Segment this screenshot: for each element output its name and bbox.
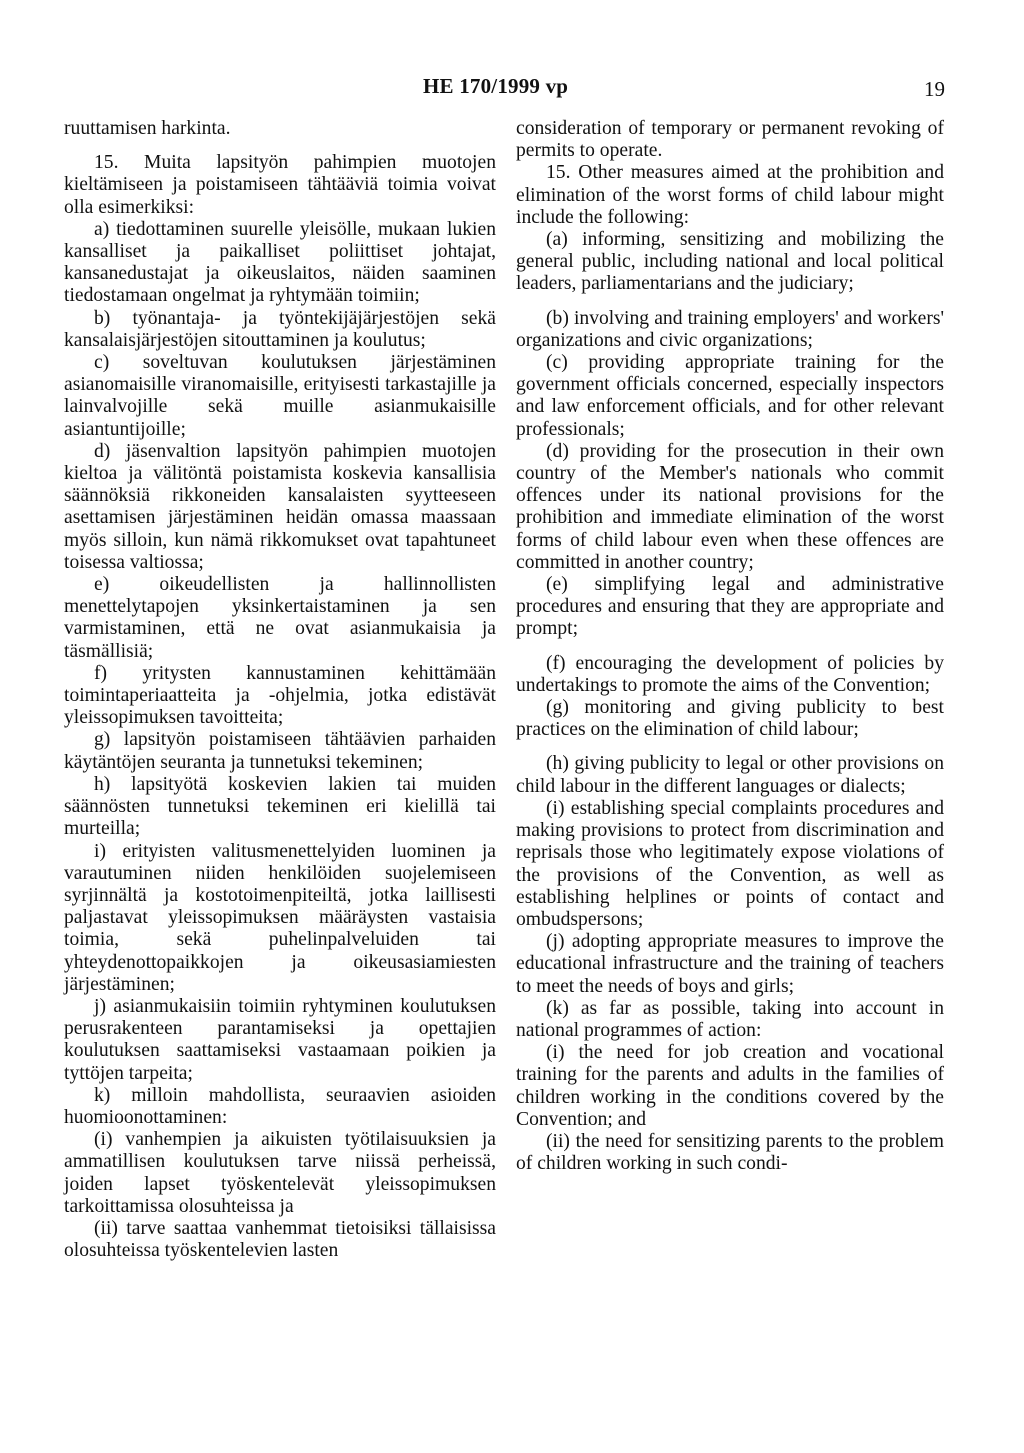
document-id: HE 170/1999 vp bbox=[423, 74, 569, 98]
paragraph: (f) encouraging the development of policies by undertakings to promote the aims of the Convention; bbox=[516, 652, 944, 696]
paragraph: (k) as far as possible, taking into account in national programmes of action: bbox=[516, 997, 944, 1041]
paragraph: ruuttamisen harkinta. bbox=[64, 118, 231, 139]
paragraph: d) jäsenvaltion lapsityön pahimpien muotojen kieltoa ja välitöntä poistamista koskevia kansallisia säännöksiä rikkoneiden kansalaisten syytteeseen asettamisen järjestäminen heidän omassa maassaan myös silloin, kun nämä rikkomukset ovat tapahtuneet toisessa valtiossa; bbox=[64, 440, 496, 573]
paragraph: 15. Other measures aimed at the prohibition and elimination of the worst forms of child labour might include the following: bbox=[516, 162, 944, 228]
paragraph: (b) involving and training employers' and workers' organizations and civic organizations; bbox=[516, 307, 944, 351]
finnish-column bbox=[64, 118, 496, 1262]
paragraph: (ii) the need for sensitizing parents to the problem of children working in such condi- bbox=[516, 1130, 944, 1175]
paragraph: (i) vanhempien ja aikuisten työtilaisuuksien ja ammatillisen koulutuksen tarve niissä perheissä, joiden lapset työskentelevät yleissopimuksen tarkoittamissa olosuhteissa ja bbox=[64, 1129, 496, 1217]
page-header bbox=[0, 74, 1024, 104]
paragraph: h) lapsityötä koskevien lakien tai muiden säännösten tunnetuksi tekeminen eri kielillä tai murteilla; bbox=[64, 773, 496, 840]
paragraph: c) soveltuvan koulutuksen järjestäminen asianomaisille viranomaisille, erityisesti tarkastajille ja lainvalvojille sekä muille asianmukaisille asiantuntijoille; bbox=[64, 352, 496, 440]
paragraph: (a) informing, sensitizing and mobilizing the general public, including national and local political leaders, parliamentarians and the judiciary; bbox=[516, 229, 944, 295]
paragraph: (e) simplifying legal and administrative procedures and ensuring that they are appropriate and prompt; bbox=[516, 574, 944, 640]
paragraph: (j) adopting appropriate measures to improve the educational infrastructure and the training of teachers to meet the needs of boys and girls; bbox=[516, 931, 944, 997]
paragraph: (c) providing appropriate training for the government officials concerned, especially inspectors and law enforcement officials, and for other relevant professionals; bbox=[516, 352, 944, 440]
paragraph: (d) providing for the prosecution in their own country of the Member's nationals who commit offences under its national provisions for the prohibition and immediate elimination of the worst forms of child labour even when these offences are committed in another country; bbox=[516, 440, 944, 573]
paragraph: b) työnantaja- ja työntekijäjärjestöjen sekä kansalaisjärjestöjen sitouttaminen ja koulutus; bbox=[64, 307, 496, 351]
paragraph: (h) giving publicity to legal or other provisions on child labour in the different languages or dialects; bbox=[516, 753, 944, 797]
paragraph: k) milloin mahdollista, seuraavien asioiden huomioonottaminen: bbox=[64, 1084, 496, 1128]
paragraph: a) tiedottaminen suurelle yleisölle, mukaan lukien kansalliset ja paikalliset poliittiset johtajat, kansanedustajat ja oikeuslaitos, näiden saaminen tiedostamaan ongelmat ja ryhtymään toimiin; bbox=[64, 218, 496, 307]
paragraph: f) yritysten kannustaminen kehittämään toimintaperiaatteita ja -ohjelmia, jotka edistävät yleissopimuksen tavoitteita; bbox=[64, 662, 496, 729]
paragraph: g) lapsityön poistamiseen tähtäävien parhaiden käytäntöjen seuranta ja tunnetuksi tekeminen; bbox=[64, 729, 496, 773]
paragraph: (i) the need for job creation and vocational training for the parents and adults in the families of children working in the conditions covered by the Convention; and bbox=[516, 1042, 944, 1130]
paragraph: consideration of temporary or permanent revoking of permits to operate. bbox=[516, 118, 944, 162]
paragraph: e) oikeudellisten ja hallinnollisten menettelytapojen yksinkertaistaminen ja sen varmistaminen, että ne ovat asianmukaisia ja täsmällisiä; bbox=[64, 574, 496, 662]
paragraph: j) asianmukaisiin toimiin ryhtyminen koulutuksen perusrakenteen parantamiseksi ja opettajien koulutuksen saattamiseksi vastaamaan poikien ja tyttöjen tarpeita; bbox=[64, 995, 496, 1084]
paragraph: 15. Muita lapsityön pahimpien muotojen kieltämiseen ja poistamiseen tähtääviä toimia voivat olla esimerkiksi: bbox=[64, 152, 496, 218]
page-number: 19 bbox=[924, 77, 945, 101]
paragraph: (g) monitoring and giving publicity to best practices on the elimination of child labour; bbox=[516, 697, 944, 741]
paragraph: (ii) tarve saattaa vanhemmat tietoisiksi tällaisissa olosuhteissa työskentelevien lasten bbox=[64, 1217, 496, 1262]
paragraph: (i) establishing special complaints procedures and making provisions to protect from discrimination and reprisals those who legitimately expose violations of the provisions of the Convention, as well as establishing helplines or points of contact and ombudspersons; bbox=[516, 797, 944, 930]
paragraph: i) erityisten valitusmenettelyiden luominen ja varautuminen niiden henkilöiden suojelemiseen syrjinnältä ja kostotoimenpiteiltä, jotka laillisesti paljastavat yleissopimuksen määräysten vastaisia toimia, sekä puhelinpalveluiden tai yhteydenottopaikkojen ja oikeusasiamiesten järjestäminen; bbox=[64, 840, 496, 995]
english-column bbox=[516, 118, 944, 1175]
